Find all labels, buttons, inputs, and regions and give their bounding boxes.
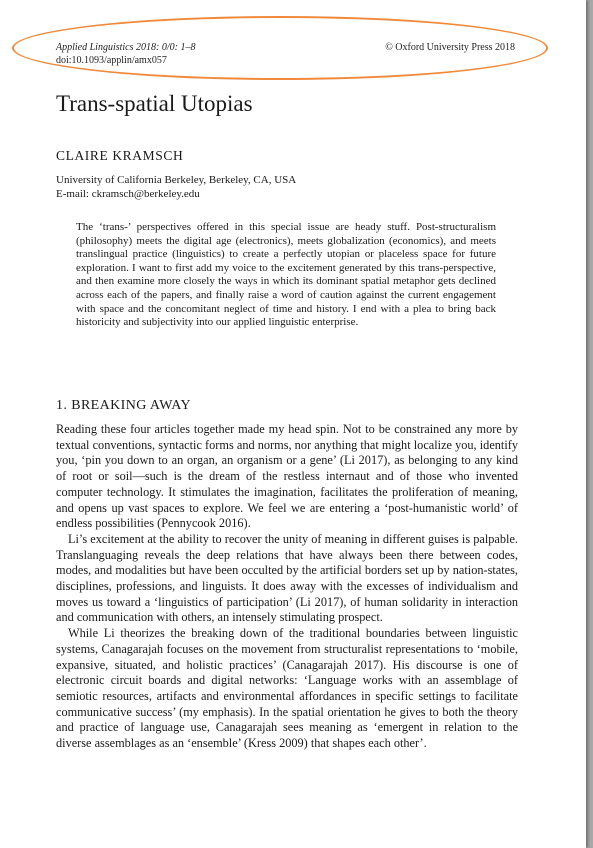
- copyright-notice: © Oxford University Press 2018: [385, 42, 515, 53]
- affiliation: University of California Berkeley, Berkeley, CA, USA: [56, 174, 297, 186]
- orange-highlight-ellipse: [12, 16, 548, 80]
- abstract: The ‘trans-’ perspectives offered in this special issue are heady stuff. Post-structuralism (philosophy) meets the digital age (electronics), meets globalization (economics), and meets translingual practice (linguistics) to create a perfectly utopian or placeless space for future exploration. I want to first add my voice to the excitement generated by this trans-perspective, and then examine more closely the ways in which its dominant spatial metaphor gets declined across each of the papers, and finally raise a word of caution against the current engagement with space and the concomitant neglect of time and history. I end with a plea to bring back historicity and subjectivity into our applied linguistic enterprise.: [76, 221, 496, 329]
- body-text: [56, 422, 518, 752]
- doi-line: doi:10.1093/applin/amx057: [56, 55, 167, 66]
- article-title: Trans-spatial Utopias: [56, 91, 253, 116]
- section-heading: 1. BREAKING AWAY: [56, 398, 192, 413]
- paragraph: Reading these four articles together made my head spin. Not to be constrained any more by textual conventions, syntactic forms and norms, nor anything that might localize you, identify you, ‘pin you down to an organ, an organism or a gene’ (Li 2017), as belonging to any kind of root or soil—such is the dream of the restless internaut and of those who invented computer technology. It stimulates the imagination, facilitates the proliferation of meaning, and opens up vast spaces to explore. We feel we are entering a ‘post-humanistic world’ of endless possibilities (Pennycook 2016).: [56, 422, 518, 531]
- paragraph: Li’s excitement at the ability to recover the unity of meaning in different guises is palpable. Translanguaging reveals the deep relations that have always been there between codes, modes, and modalities but have been occulted by the artificial borders set up by nation-states, disciplines, professions, and linguists. It does away with the excesses of individualism and moves us toward a ‘linguistics of participation’ (Li 2017), of human solidarity in interaction and communication with others, an intensely stimulating prospect.: [56, 531, 518, 625]
- author-name: CLAIRE KRAMSCH: [56, 148, 184, 163]
- author-email: E-mail: ckramsch@berkeley.edu: [56, 188, 200, 200]
- author-affiliation-block: [56, 173, 296, 201]
- paragraph: While Li theorizes the breaking down of the traditional boundaries between linguistic systems, Canagarajah focuses on the movement from structuralist representations to ‘mobile, expansive, situated, and holistic practices’ (Canagarajah 2017). His discourse is one of electronic circuit boards and digital networks: ‘Language works with an assemblage of semiotic resources, artifacts and environmental affordances in specific settings to facilitate communicative success’ (my emphasis). In the spatial orientation he gives to both the theory and practice of language use, Canagarajah sees meaning as ‘emergent in relation to the diverse assemblages as an ‘ensemble’ (Kress 2009) that shapes each other’.: [56, 626, 518, 751]
- journal-citation: Applied Linguistics 2018: 0/0: 1–8: [56, 42, 196, 53]
